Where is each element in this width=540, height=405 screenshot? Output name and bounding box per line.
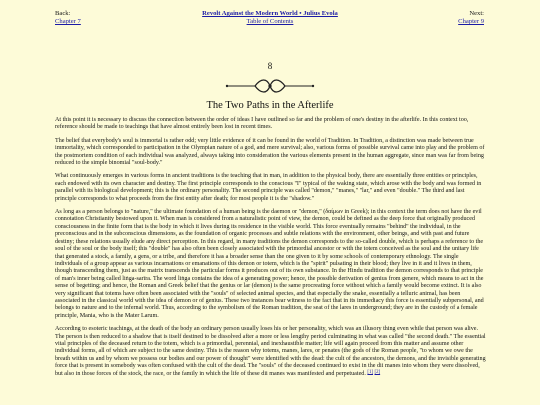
next-chapter-link[interactable]: Chapter 9: [458, 18, 484, 25]
footnote-link-2[interactable]: [2]: [374, 369, 381, 375]
back-chapter-link[interactable]: Chapter 7: [55, 18, 81, 25]
back-label: Back:: [55, 10, 71, 17]
table-of-contents-link[interactable]: Table of Contents: [246, 18, 294, 25]
paragraph-5-text: According to esoteric teachings, at the death of the body an ordinary person usually loses his or her personality, which was an illusory thing even while that person was alive. The person is then reduced to a shadow that is itself destined to be dissolved after a more or less lengthy period culminating in what was called "the second death." The essential vital principles of the deceased return to the totem, which is a primordial, perennial, and inexhaustible matter; life will again proceed from this matter and assume other individual forms, all of which are subject to the same destiny. This is the reason why totems, manes, lares, or penates (the gods of the Roman people, "to whom we owe the breath within us and by whom we possess our bodies and our power of thought" were identified with the dead: the cult of the ancestors, the demons, and the invisible generating force that is present in somebody was often confused with the cult of the dead. The "souls" of the deceased continued to exist in the dii manes into whom they were dissolved, but also in those forces of the stock, the race, or the family in which the life of these dii manes was manifested and perpetuated.: [55, 326, 486, 377]
next-label: Next:: [469, 10, 484, 17]
next-nav: [458, 10, 484, 26]
paragraph-5: [55, 326, 486, 378]
paragraph-4: As long as a person belongs to "nature," the ultimate foundation of a human being is the daemon or "demon," (δαίμων in Greek); in this context the term does not have the evil connotation Christianity bestowed upon it. When man is considered from a naturalistic point of view, the demon, could be defined as the deep force that originally produced consciousness in the finite form that is the body in which it lives during its residence in the visible world. This force eventually remains "behind" the individual, in the preconscious and in the subconscious dimensions, as the foundation of organic processes and subtle relations with the environment, other beings, and with past and future destiny; these relations usually elude any direct perception. In this regard, in many traditions the demon corresponds to the so-called double, which is perhaps a reference to the soul of the soul or the body itself; this "double" has also often been closely associated with the primordial ancestor or with the totem conceived as the soul and the unitary life that generated a stock, a family, a gens, or a tribe, and therefore it has a broader sense than the one given to it by some schools of contemporary ethnology. The single individuals of a group appear as various incarnations or emanations of this demon or totem, which is the "spirit" pulsating in their blood; they live in it and it lives in them, though transcending them, just as the matrix transcends the particular forms it produces out of its own substance. In the Hindu tradition the demon corresponds to that principle of man's inner being called liṅga-sarīra. The word liṅga contains the idea of a generating power; hence, the possible derivation of genius from genere, which means to act in the sense of begetting; and hence, the Roman and Greek belief that the genius or lar (demon) is the same procreating force without which a family would become extinct. It is also very significant that totems have often been associated with the "souls" of selected animal species, and that especially the snake, essentially a telluric animal, has been associated in the classical world with the idea of demon or of genius. These two instances bear witness to the fact that in its immediacy this force is essentially subpersonal, and belongs to nature and to the infernal world. Thus, according to the symbolism of the Roman tradition, the seat of the lares in underground; they are in the custody of a female principle, Mania, who is the Mater Larum.: [55, 209, 484, 319]
footnote-link-1[interactable]: [1]: [367, 369, 373, 375]
paragraph-2: The belief that everybody's soul is immortal is rather odd; very little evidence of it can be found in the world of Tradition. In Tradition, a distinction was made between true immortality, which corresponded to participation in the Olympian nature of a god, and mere survival; also, various forms of possible survival came into play and the problem of the postmortem condition of each individual was analyzed, always taking into consideration the various elements present in the human aggregate, since man was far from being reduced to the simple binomial "soul-body.": [55, 137, 485, 167]
book-title-link[interactable]: Revolt Against the Modern World • Julius Evola: [202, 10, 338, 17]
chapter-body: [55, 117, 486, 384]
chapter-number: 8: [267, 61, 273, 71]
paragraph-1: At this point it is necessary to discuss the connection between the order of ideas I have outlined so far and the problem of one's destiny in the afterlife. In this context too, reference should be made to teachings that have almost entirely been lost in recent times.: [55, 117, 469, 131]
ornament-divider-icon: [225, 75, 315, 97]
chapter-title: The Two Paths in the Afterlife: [206, 100, 334, 111]
paragraph-3: What continuously emerges in various forms in ancient traditions is the teaching that in man, in addition to the physical body, there are essentially three entities or principles, each endowed with its own character and destiny. The first principle corresponds to the conscious "I" typical of the waking state, which arose with the body and was formed in parallel with its biological development; this is the ordinary personality. The second principle was called "demon," "manes," "lar," and even "double." The third and last principle corresponds to what proceeds from the first entity after death; for most people it is the "shadow.": [55, 173, 482, 202]
